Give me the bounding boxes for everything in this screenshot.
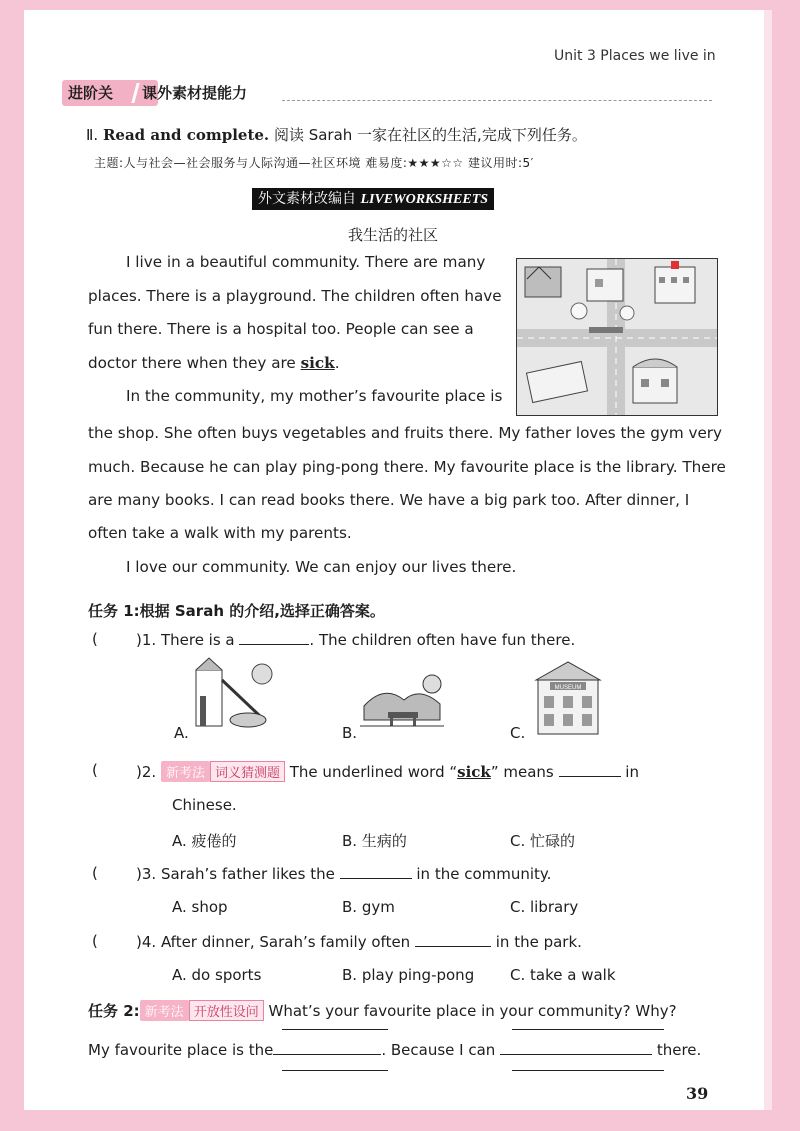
level-tag: 进阶关 — [62, 80, 158, 106]
q3-post: in the community. — [416, 865, 552, 883]
q3-number: )3. — [136, 865, 157, 883]
q1-number: )1. — [136, 631, 157, 649]
q4-bracket: ( — [92, 932, 98, 950]
q1-blank[interactable] — [239, 630, 309, 645]
section-number: Ⅱ. — [86, 126, 99, 144]
q4-number: )4. — [136, 933, 157, 951]
passage-line: are many books. I can read books there. We have a big park too. After dinner, I — [88, 491, 690, 509]
q2-bracket: ( — [92, 761, 98, 779]
source-prefix: 外文素材改编自 — [258, 191, 356, 207]
task1-title: 任务 1:根据 Sarah 的介绍,选择正确答案。 — [88, 602, 385, 620]
q1-pre: There is a — [160, 631, 235, 649]
option-a-playground-image — [190, 656, 278, 734]
passage-line: I live in a beautiful community. There are many — [126, 253, 486, 271]
q2-word: sick — [457, 763, 491, 781]
passage-line: much. Because he can play ping-pong there. My favourite place is the library. There — [88, 458, 726, 476]
question-type-badge: 开放性设问 — [189, 1000, 264, 1021]
passage-title: 我生活的社区 — [348, 226, 439, 244]
q4-option-c: C. take a walk — [510, 966, 616, 984]
question-4 — [136, 932, 582, 951]
answer-line-place-bottom — [282, 1070, 388, 1071]
source-label — [252, 188, 494, 210]
q2-option-a: A. 疲倦的 — [172, 832, 237, 850]
q3-option-a: A. shop — [172, 898, 228, 916]
section-meta: 主题:人与社会—社会服务与人际沟通—社区环境 难易度:★★★☆☆ 建议用时:5′ — [94, 156, 534, 170]
unit-header: Unit 3 Places we live in — [554, 48, 716, 64]
new-method-badge: 新考法 — [161, 761, 210, 782]
q3-pre: Sarah’s father likes the — [160, 865, 335, 883]
q2-text2: ” means — [490, 763, 554, 781]
q2-number: )2. — [136, 763, 157, 781]
page-number: 39 — [686, 1084, 709, 1103]
task2-header — [88, 1000, 677, 1021]
section-title — [86, 124, 587, 145]
passage-line — [88, 347, 340, 380]
q1-bracket: ( — [92, 630, 98, 648]
q3-blank[interactable] — [340, 864, 412, 879]
q3-bracket: ( — [92, 864, 98, 882]
q3-option-c: C. library — [510, 898, 579, 916]
q2-text1: The underlined word “ — [289, 763, 458, 781]
question-1 — [136, 630, 575, 649]
passage-period: . — [334, 354, 340, 372]
task2-title: 任务 2: — [88, 1002, 140, 1020]
q1-option-c-label: C. — [510, 724, 526, 742]
section-title-en: Read and complete. — [102, 126, 270, 144]
q1-post: . The children often have fun there. — [309, 631, 576, 649]
q2-blank[interactable] — [559, 762, 621, 777]
q1-option-b-label: B. — [342, 724, 358, 742]
section-title-zh: 阅读 Sarah 一家在社区的生活,完成下列任务。 — [273, 126, 587, 144]
question-3 — [136, 864, 551, 883]
question-type-badge: 词义猜测题 — [210, 761, 285, 782]
underlined-word-sick: sick — [300, 354, 335, 372]
option-b-park-image — [360, 670, 444, 734]
q2-option-b: B. 生病的 — [342, 832, 407, 850]
reason-blank[interactable] — [500, 1040, 652, 1055]
workbook-page — [24, 10, 764, 1110]
option-c-museum-image — [530, 658, 606, 738]
q2-text4: Chinese. — [172, 796, 237, 814]
passage-line: In the community, my mother’s favourite place is — [126, 387, 503, 405]
q2-option-c: C. 忙碌的 — [510, 832, 576, 850]
q4-pre: After dinner, Sarah’s family often — [160, 933, 411, 951]
passage-line: I love our community. We can enjoy our lives there. — [126, 558, 517, 576]
q4-option-b: B. play ping-pong — [342, 966, 475, 984]
source-name: LIVEWORKSHEETS — [360, 192, 489, 207]
q2-text3: in — [625, 763, 639, 781]
q3-option-b: B. gym — [342, 898, 395, 916]
new-method-badge: 新考法 — [140, 1000, 189, 1021]
passage-text: doctor there when they are — [88, 354, 296, 372]
passage-line: often take a walk with my parents. — [88, 524, 352, 542]
task2-answer-pre: My favourite place is the — [88, 1041, 274, 1059]
q4-option-a: A. do sports — [172, 966, 262, 984]
q4-post: in the park. — [495, 933, 582, 951]
q1-option-a-label: A. — [174, 724, 189, 742]
task2-answer — [88, 1040, 701, 1059]
answer-line-reason-bottom — [512, 1070, 664, 1071]
level-subtitle: 课外素材提能力 — [142, 84, 248, 102]
task2-question: What’s your favourite place in your community? Why? — [268, 1002, 677, 1020]
passage-line: the shop. She often buys vegetables and fruits there. My father loves the gym very — [88, 424, 723, 442]
passage-line: fun there. There is a hospital too. People can see a — [88, 320, 474, 338]
museum-sign-text: MUSEUM — [554, 685, 582, 691]
question-2 — [136, 761, 639, 782]
q4-blank[interactable] — [415, 932, 491, 947]
community-illustration — [516, 258, 718, 416]
favourite-place-blank[interactable] — [273, 1040, 381, 1055]
task2-answer-post: there. — [656, 1041, 702, 1059]
header-divider — [282, 100, 712, 101]
passage-line: places. There is a playground. The children often have — [88, 287, 502, 305]
answer-line-reason-top — [512, 1029, 664, 1030]
task2-answer-mid: . Because I can — [381, 1041, 496, 1059]
answer-line-place-top — [282, 1029, 388, 1030]
